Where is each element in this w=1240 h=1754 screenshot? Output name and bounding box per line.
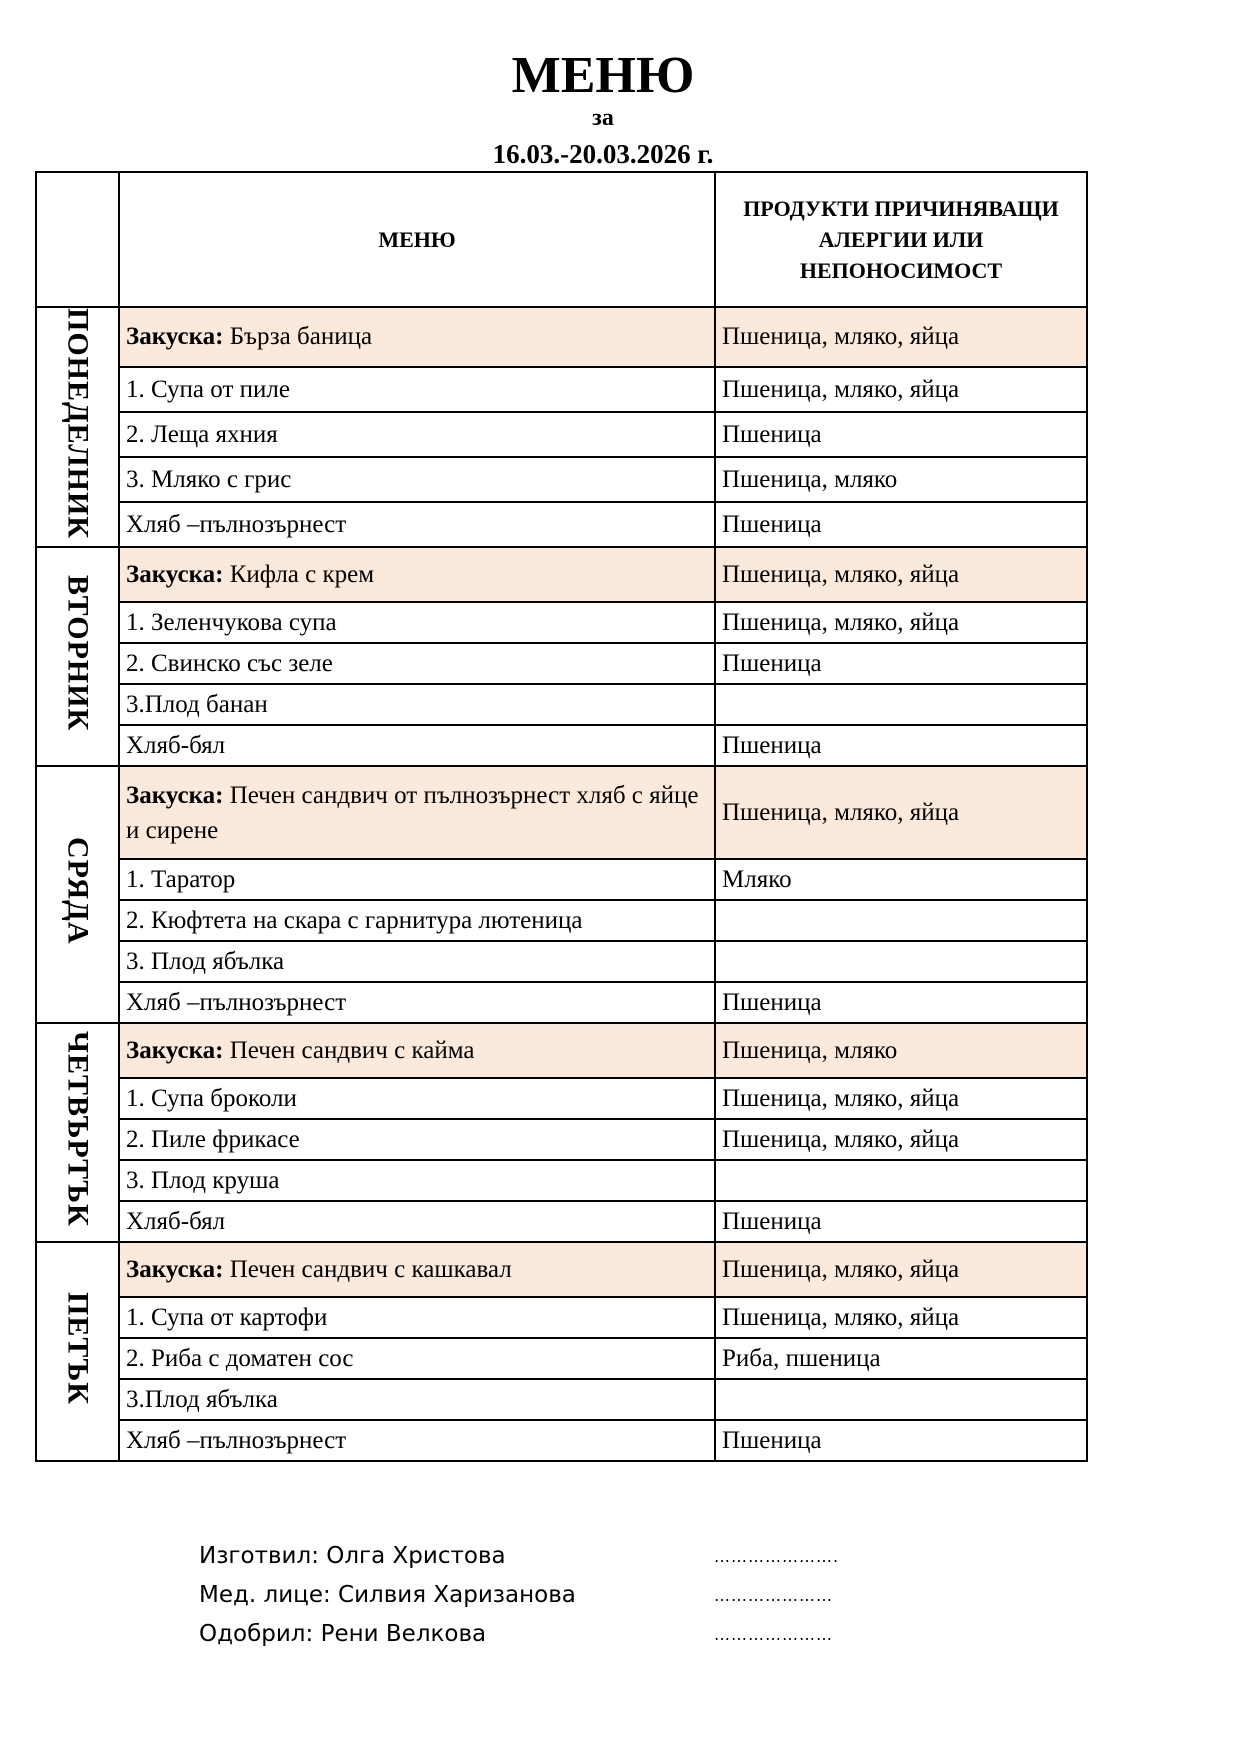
allergens-cell: Пшеница, мляко, яйца bbox=[715, 1297, 1087, 1338]
table-row bbox=[36, 982, 1087, 1023]
allergens-cell: Пшеница, мляко, яйца bbox=[715, 1078, 1087, 1119]
day-cell bbox=[36, 1242, 119, 1461]
day-cell bbox=[36, 766, 119, 1023]
allergens-cell: Пшеница bbox=[715, 982, 1087, 1023]
breakfast-row bbox=[36, 547, 1087, 602]
allergens-cell: Пшеница bbox=[715, 725, 1087, 766]
day-cell bbox=[36, 1023, 119, 1242]
allergens-cell bbox=[715, 1160, 1087, 1201]
header-menu: МЕНЮ bbox=[119, 172, 715, 307]
dish-cell: 3. Плод круша bbox=[119, 1160, 715, 1201]
table-row bbox=[36, 602, 1087, 643]
dish-cell: 3.Плод банан bbox=[119, 684, 715, 725]
allergens-cell bbox=[715, 684, 1087, 725]
prepared-by-signature-line: …………………. bbox=[714, 1547, 840, 1566]
breakfast-row bbox=[36, 766, 1087, 859]
table-row bbox=[36, 1420, 1087, 1461]
allergens-cell bbox=[715, 941, 1087, 982]
menu-table bbox=[35, 171, 1088, 1462]
medical-person: Мед. лице: Силвия Харизанова bbox=[199, 1582, 576, 1608]
dish-cell: 2. Кюфтета на скара с гарнитура лютеница bbox=[119, 900, 715, 941]
dish-cell: 1. Супа броколи bbox=[119, 1078, 715, 1119]
table-row bbox=[36, 725, 1087, 766]
breakfast-label: Закуска: bbox=[126, 323, 224, 351]
table-row bbox=[36, 941, 1087, 982]
day-cell bbox=[36, 547, 119, 766]
allergens-cell: Мляко bbox=[715, 859, 1087, 900]
breakfast-allergens: Пшеница, мляко bbox=[715, 1023, 1087, 1078]
breakfast-label: Закуска: bbox=[126, 781, 224, 809]
page-subtitle: за bbox=[592, 105, 614, 131]
table-row bbox=[36, 1338, 1087, 1379]
dish-cell: 2. Пиле фрикасе bbox=[119, 1119, 715, 1160]
breakfast-name: Печен сандвич от пълнозърнест хляб с яйце и сирене bbox=[126, 781, 699, 844]
table-row bbox=[36, 900, 1087, 941]
table-row bbox=[36, 643, 1087, 684]
day-name: ПОНЕДЕЛНИК bbox=[61, 308, 95, 540]
table-header-row bbox=[36, 172, 1087, 307]
day-name: СРЯДА bbox=[61, 837, 95, 945]
breakfast-name: Кифла с крем bbox=[229, 560, 375, 588]
breakfast-dish bbox=[119, 766, 715, 859]
breakfast-dish bbox=[119, 307, 715, 367]
dish-cell: 1. Таратор bbox=[119, 859, 715, 900]
allergens-cell: Пшеница bbox=[715, 502, 1087, 547]
breakfast-label: Закуска: bbox=[126, 560, 224, 588]
breakfast-allergens: Пшеница, мляко, яйца bbox=[715, 307, 1087, 367]
table-row bbox=[36, 367, 1087, 412]
day-name: ПЕТЪК bbox=[61, 1291, 95, 1405]
table-row bbox=[36, 412, 1087, 457]
breakfast-name: Бърза баница bbox=[229, 323, 373, 351]
allergens-cell: Пшеница, мляко, яйца bbox=[715, 602, 1087, 643]
page-title: МЕНЮ bbox=[511, 47, 695, 104]
dish-cell: Хляб-бял bbox=[119, 725, 715, 766]
table-row bbox=[36, 1119, 1087, 1160]
allergens-cell: Пшеница bbox=[715, 412, 1087, 457]
dish-cell: 3. Плод ябълка bbox=[119, 941, 715, 982]
breakfast-dish bbox=[119, 1242, 715, 1297]
allergens-cell: Пшеница, мляко, яйца bbox=[715, 1119, 1087, 1160]
approved-by: Одобрил: Рени Велкова bbox=[199, 1621, 487, 1647]
prepared-by: Изготвил: Олга Христова bbox=[199, 1543, 506, 1569]
allergens-cell: Пшеница, мляко, яйца bbox=[715, 367, 1087, 412]
allergens-cell: Пшеница bbox=[715, 1201, 1087, 1242]
dish-cell: 1. Зеленчукова супа bbox=[119, 602, 715, 643]
dish-cell: 3.Плод ябълка bbox=[119, 1379, 715, 1420]
date-range: 16.03.-20.03.2026 г. bbox=[492, 139, 714, 169]
table-row bbox=[36, 859, 1087, 900]
dish-cell: 1. Супа от картофи bbox=[119, 1297, 715, 1338]
allergens-cell: Пшеница bbox=[715, 643, 1087, 684]
dish-cell: Хляб –пълнозърнест bbox=[119, 1420, 715, 1461]
breakfast-dish bbox=[119, 1023, 715, 1078]
dish-cell: Хляб –пълнозърнест bbox=[119, 982, 715, 1023]
header-allergens: ПРОДУКТИ ПРИЧИНЯВАЩИ АЛЕРГИИ ИЛИ НЕПОНОСИМОСТ bbox=[715, 172, 1087, 307]
table-row bbox=[36, 457, 1087, 502]
dish-cell: Хляб-бял bbox=[119, 1201, 715, 1242]
allergens-cell: Пшеница bbox=[715, 1420, 1087, 1461]
dish-cell: 1. Супа от пиле bbox=[119, 367, 715, 412]
medical-signature-line: ………………… bbox=[714, 1586, 833, 1605]
table-row bbox=[36, 684, 1087, 725]
dish-cell: 3. Мляко с грис bbox=[119, 457, 715, 502]
breakfast-label: Закуска: bbox=[126, 1255, 224, 1283]
allergens-cell bbox=[715, 900, 1087, 941]
table-row bbox=[36, 502, 1087, 547]
table-row bbox=[36, 1160, 1087, 1201]
approved-signature-line: ………………… bbox=[714, 1625, 833, 1644]
dish-cell: Хляб –пълнозърнест bbox=[119, 502, 715, 547]
day-name: ЧЕТВЪРТЪК bbox=[61, 1031, 95, 1227]
breakfast-name: Печен сандвич с кайма bbox=[229, 1036, 475, 1064]
allergens-cell: Риба, пшеница bbox=[715, 1338, 1087, 1379]
breakfast-dish bbox=[119, 547, 715, 602]
allergens-cell bbox=[715, 1379, 1087, 1420]
day-name: ВТОРНИК bbox=[61, 574, 95, 732]
breakfast-row bbox=[36, 1023, 1087, 1078]
day-cell bbox=[36, 307, 119, 547]
dish-cell: 2. Свинско със зеле bbox=[119, 643, 715, 684]
table-row bbox=[36, 1201, 1087, 1242]
table-row bbox=[36, 1379, 1087, 1420]
allergens-cell: Пшеница, мляко bbox=[715, 457, 1087, 502]
breakfast-row bbox=[36, 1242, 1087, 1297]
breakfast-label: Закуска: bbox=[126, 1036, 224, 1064]
breakfast-allergens: Пшеница, мляко, яйца bbox=[715, 547, 1087, 602]
breakfast-row bbox=[36, 307, 1087, 367]
breakfast-name: Печен сандвич с кашкавал bbox=[229, 1255, 512, 1283]
dish-cell: 2. Леща яхния bbox=[119, 412, 715, 457]
breakfast-allergens: Пшеница, мляко, яйца bbox=[715, 766, 1087, 859]
table-row bbox=[36, 1297, 1087, 1338]
dish-cell: 2. Риба с доматен сос bbox=[119, 1338, 715, 1379]
header-day bbox=[36, 172, 119, 307]
table-row bbox=[36, 1078, 1087, 1119]
breakfast-allergens: Пшеница, мляко, яйца bbox=[715, 1242, 1087, 1297]
